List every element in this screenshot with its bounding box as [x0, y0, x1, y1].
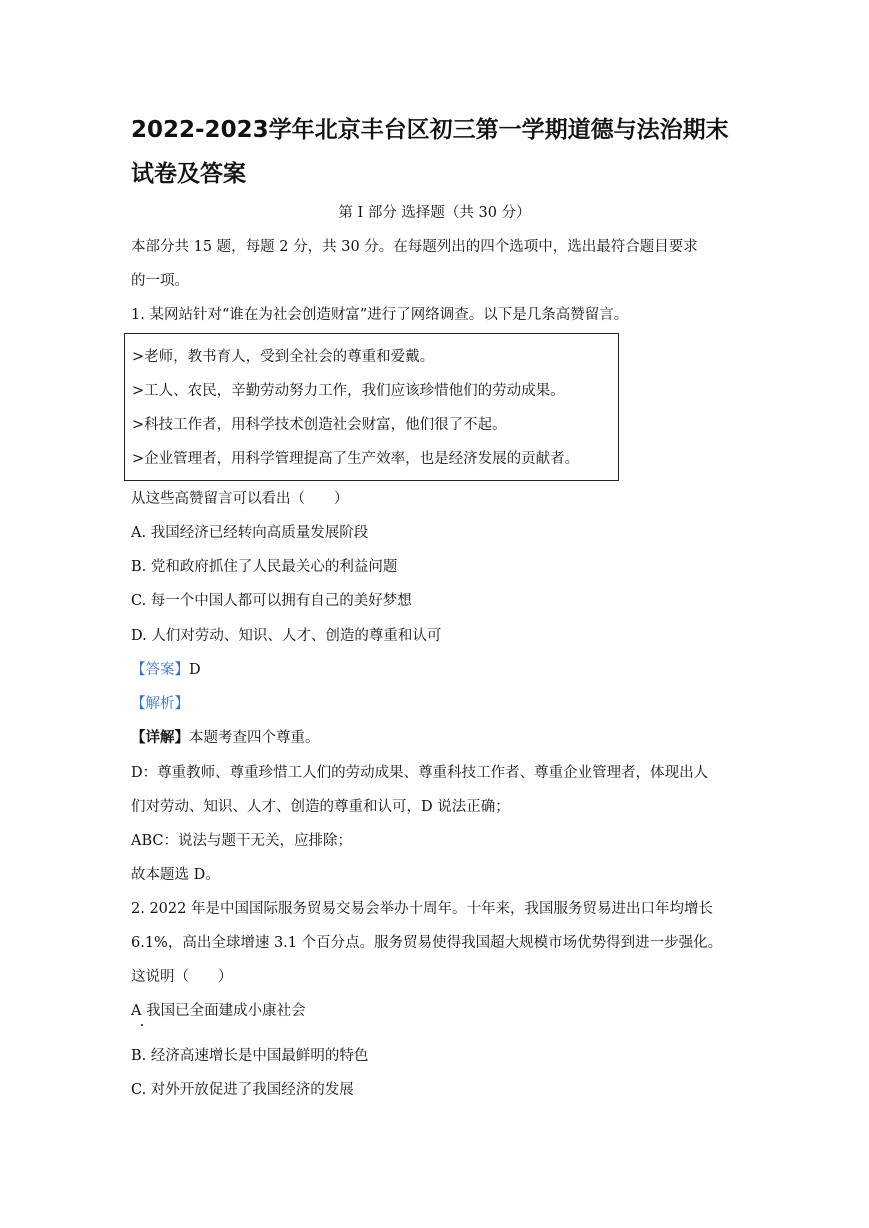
q1-comment: >科技工作者，用科学技术创造社会财富，他们很了不起。	[132, 417, 507, 433]
q1-option-a: A. 我国经济已经转向高质量发展阶段	[131, 525, 369, 541]
instructions-line-1: 本部分共 15 题，每题 2 分，共 30 分。在每题列出的四个选项中，选出最符合题目要求	[131, 239, 698, 255]
q1-option-d: D. 人们对劳动、知识、人才、创造的尊重和认可	[131, 628, 442, 644]
q1-detail	[131, 728, 320, 748]
q1-explanation-line-1: D：尊重教师、尊重珍惜工人们的劳动成果、尊重科技工作者、尊重企业管理者，体现出人	[131, 765, 709, 781]
q1-conclusion: 故本题选 D。	[131, 867, 220, 883]
q1-question: 从这些高赞留言可以看出（ ）	[131, 491, 349, 507]
q1-comments-box	[124, 333, 619, 481]
instructions-line-2: 的一项。	[131, 273, 189, 289]
detail-label: 【详解】	[131, 729, 189, 746]
q1-option-b: B. 党和政府抓住了人民最关心的利益问题	[131, 559, 398, 575]
option-dot-mark	[141, 1024, 143, 1026]
q1-stem: 1. 某网站针对“谁在为社会创造财富”进行了网络调查。以下是几条高赞留言。	[131, 307, 629, 323]
section-header: 第 I 部分 选择题（共 30 分）	[338, 205, 531, 221]
q2-stem-line-1: 2. 2022 年是中国国际服务贸易交易会举办十周年。十年来，我国服务贸易进出口年均增长	[131, 901, 713, 917]
q1-explanation-line-3: ABC：说法与题干无关，应排除；	[131, 833, 352, 849]
answer-label: 【答案】	[131, 662, 189, 678]
answer-value: D	[189, 662, 201, 678]
q1-answer	[131, 660, 201, 680]
detail-text: 本题考查四个尊重。	[189, 730, 320, 746]
document-title: 2022-2023学年北京丰台区初三第一学期道德与法治期末试卷及答案	[131, 117, 729, 187]
q1-comment: >企业管理者，用科学管理提高了生产效率，也是经济发展的贡献者。	[132, 451, 580, 467]
q2-option-b: B. 经济高速增长是中国最鲜明的特色	[131, 1048, 369, 1064]
q2-stem-line-2: 6.1%，高出全球增速 3.1 个百分点。服务贸易使得我国超大规模市场优势得到进一步强化。	[131, 935, 723, 951]
q2-option-c: C. 对外开放促进了我国经济的发展	[131, 1082, 354, 1098]
q2-option-a: A 我国已全面建成小康社会	[131, 1003, 306, 1019]
q1-comment: >工人、农民，辛勤劳动努力工作，我们应该珍惜他们的劳动成果。	[132, 383, 565, 399]
q1-option-c: C. 每一个中国人都可以拥有自己的美好梦想	[131, 593, 412, 609]
analysis-label: 【解析】	[131, 696, 189, 712]
q1-explanation-line-2: 们对劳动、知识、人才、创造的尊重和认可，D 说法正确；	[131, 799, 510, 815]
q2-stem-line-3: 这说明（ ）	[131, 969, 233, 985]
q1-comment: >老师，教书育人，受到全社会的尊重和爱戴。	[132, 349, 435, 365]
